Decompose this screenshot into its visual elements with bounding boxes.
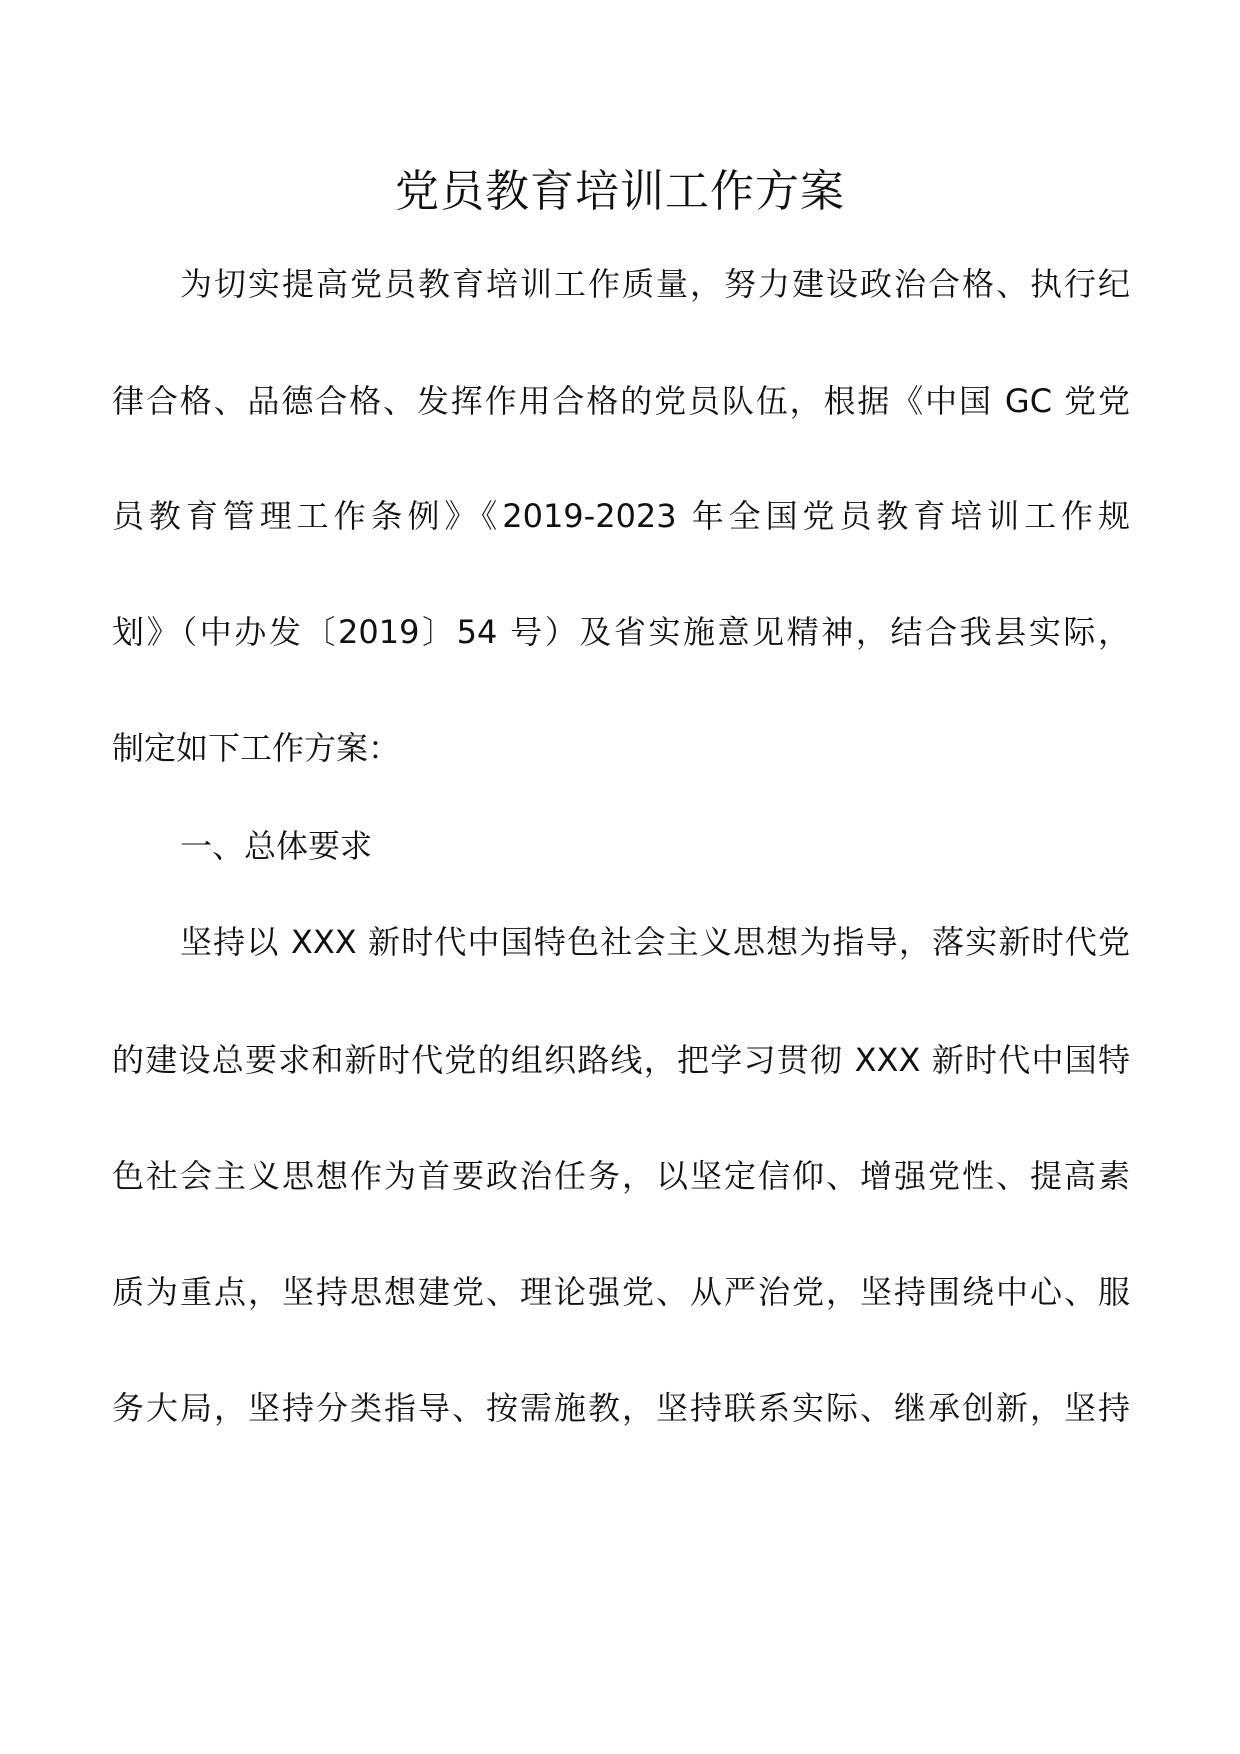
paragraph-line: 质为重点，坚持思想建党、理论强党、从严治党，坚持围绕中心、服 [112,1273,1130,1311]
paragraph-line: 员教育管理工作条例》《2019-2023 年全国党员教育培训工作规 [112,497,1130,535]
paragraph-line: 务大局，坚持分类指导、按需施教，坚持联系实际、继承创新，坚持 [112,1389,1130,1427]
paragraph-line: 为切实提高党员教育培训工作质量，努力建设政治合格、执行纪 [180,265,1130,303]
paragraph-line: 制定如下工作方案： [112,729,401,767]
paragraph-line: 坚持以 XXX 新时代中国特色社会主义思想为指导，落实新时代党 [180,923,1130,961]
document-title: 党员教育培训工作方案 [395,166,845,217]
paragraph-line: 律合格、品德合格、发挥作用合格的党员队伍，根据《中国 GC 党党 [112,382,1130,420]
paragraph-line: 划》（中办发〔2019〕54 号）及省实施意见精神，结合我县实际， [112,613,1130,651]
paragraph-line: 的建设总要求和新时代党的组织路线，把学习贯彻 XXX 新时代中国特 [112,1041,1130,1079]
paragraph-line: 色社会主义思想作为首要政治任务，以坚定信仰、增强党性、提高素 [112,1157,1130,1195]
section-heading: 一、总体要求 [180,827,373,865]
